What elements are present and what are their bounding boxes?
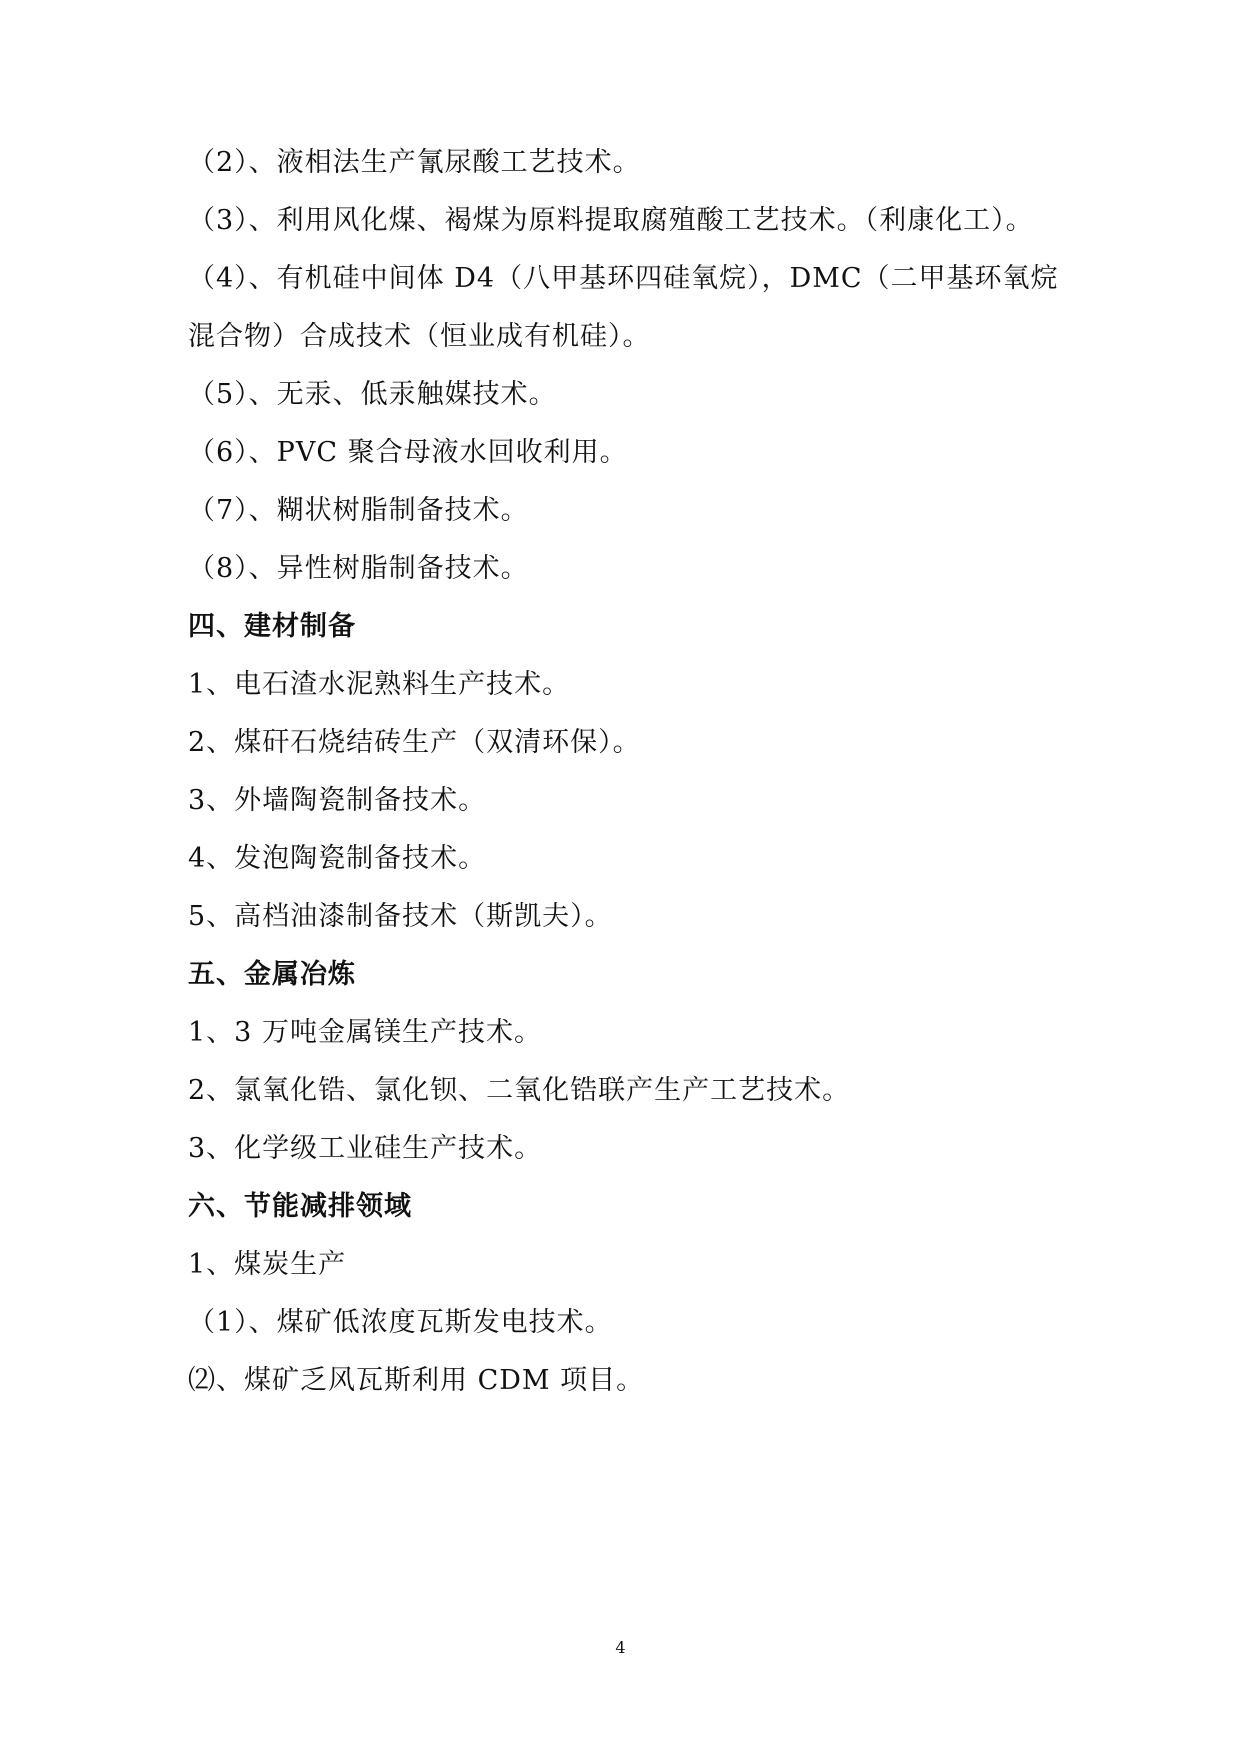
section-heading-metal-smelting: 五、金属冶炼 <box>188 959 356 990</box>
list-item-organosilicon-continuation: 混合物）合成技术（恒业成有机硅）。 <box>188 321 651 352</box>
list-item-organosilicon-d4-dmc: （4）、有机硅中间体 D4（八甲基环四硅氧烷），DMC（二甲基环氧烷 <box>188 263 1059 294</box>
list-item-gangue-brick: 2、煤矸石烧结砖生产（双清环保）。 <box>188 727 641 758</box>
list-item-ventilation-air-methane-cdm: ⑵、煤矿乏风瓦斯利用 CDM 项目。 <box>188 1365 645 1396</box>
section-heading-energy-saving: 六、节能减排领域 <box>188 1191 412 1222</box>
list-item-foam-ceramic: 4、发泡陶瓷制备技术。 <box>188 843 487 874</box>
page-number: 4 <box>615 1638 626 1657</box>
list-item-pvc-mother-liquor: （6）、PVC 聚合母液水回收利用。 <box>188 437 628 468</box>
list-item-exterior-ceramic: 3、外墙陶瓷制备技术。 <box>188 785 487 816</box>
list-item-humic-acid-extraction: （3）、利用风化煤、褐煤为原料提取腐殖酸工艺技术。（利康化工）。 <box>188 205 1034 236</box>
list-item-premium-paint: 5、高档油漆制备技术（斯凯夫）。 <box>188 901 613 932</box>
list-item-magnesium-production: 1、3 万吨金属镁生产技术。 <box>188 1017 542 1048</box>
list-item-zirconium-barium-coproduction: 2、氯氧化锆、氯化钡、二氧化锆联产生产工艺技术。 <box>188 1075 851 1106</box>
list-item-low-concentration-gas-power: （1）、煤矿低浓度瓦斯发电技术。 <box>188 1307 613 1338</box>
list-item-paste-resin: （7）、糊状树脂制备技术。 <box>188 495 529 526</box>
list-item-coal-production: 1、煤炭生产 <box>188 1249 347 1280</box>
list-item-carbide-slag-cement: 1、电石渣水泥熟料生产技术。 <box>188 669 571 700</box>
section-heading-building-materials: 四、建材制备 <box>188 611 356 642</box>
list-item-mercury-free-catalyst: （5）、无汞、低汞触媒技术。 <box>188 379 557 410</box>
list-item-special-resin: （8）、异性树脂制备技术。 <box>188 553 529 584</box>
list-item-chemical-silicon: 3、化学级工业硅生产技术。 <box>188 1133 543 1164</box>
list-item-liquid-phase-cyanuric-acid: （2）、液相法生产氰尿酸工艺技术。 <box>188 147 641 178</box>
